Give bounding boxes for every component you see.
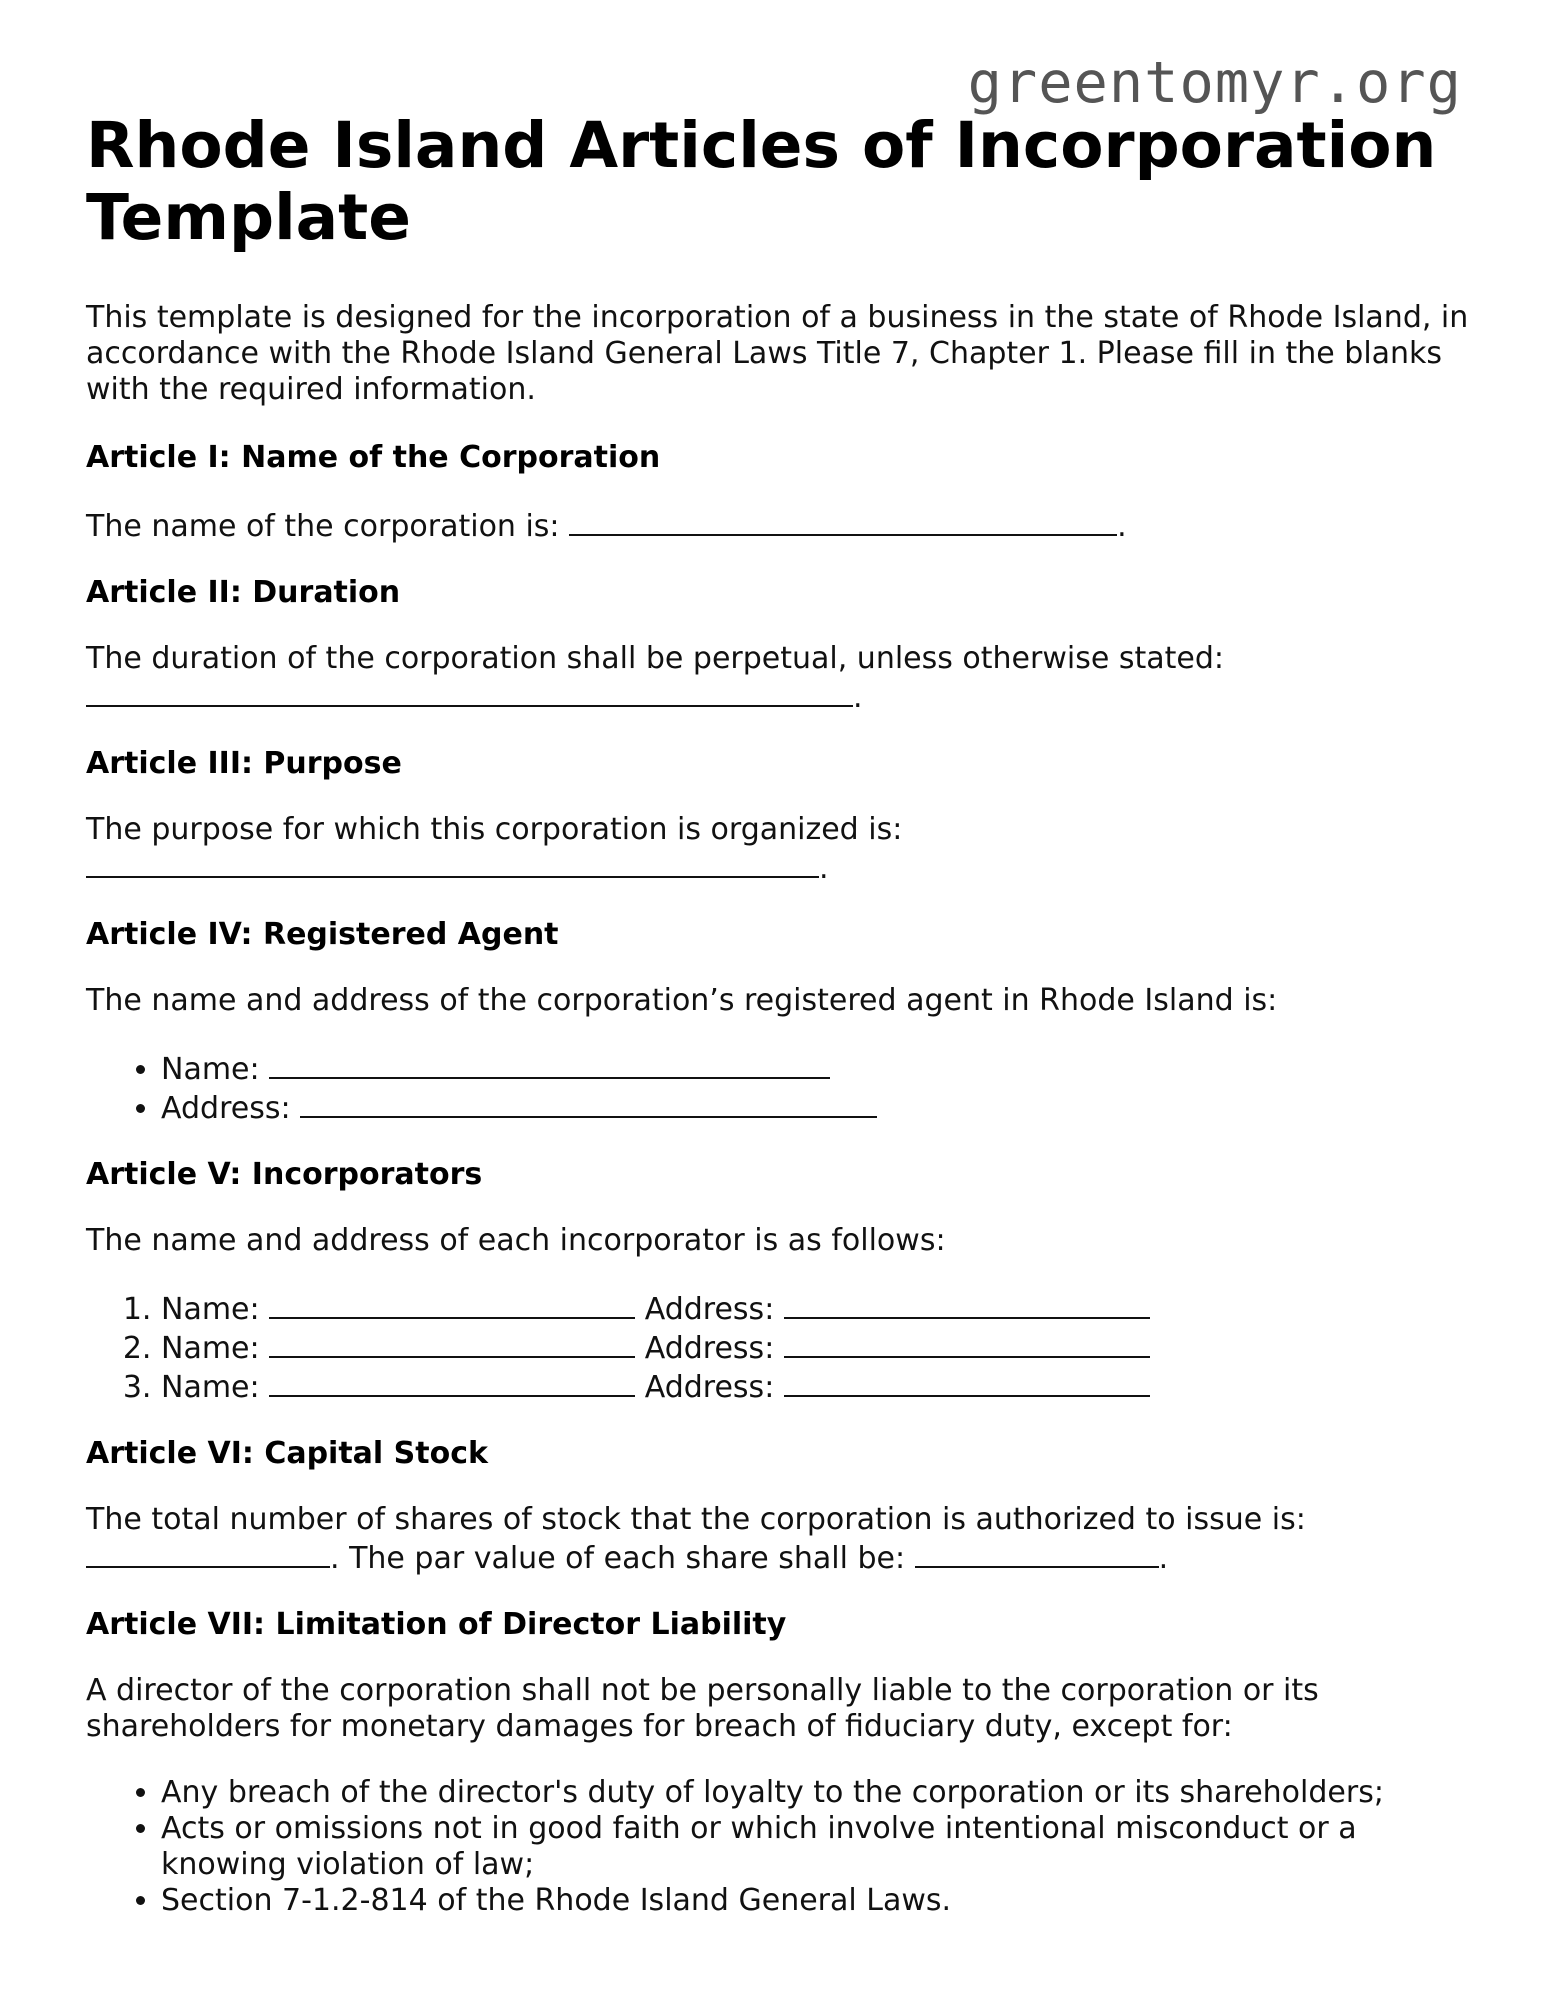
incorporator-2-name-blank[interactable]	[269, 1328, 635, 1358]
article-5-heading: Article V: Incorporators	[86, 1157, 483, 1192]
article-3-label: The purpose for which this corporation is organized is:	[86, 812, 903, 847]
article-1-text	[86, 506, 1486, 545]
incorporator-name-label: Name:	[161, 1331, 260, 1366]
list-item	[161, 1328, 1486, 1367]
incorporator-1-address-blank[interactable]	[784, 1289, 1150, 1319]
agent-address-label: Address:	[161, 1091, 291, 1126]
incorporator-2-address-blank[interactable]	[784, 1328, 1150, 1358]
incorporator-name-label: Name:	[161, 1370, 260, 1405]
agent-address-blank[interactable]	[300, 1088, 877, 1118]
incorporator-3-name-blank[interactable]	[269, 1367, 635, 1397]
article-6-label-shares: The total number of shares of stock that the corporation is authorized to issue is:	[86, 1502, 1306, 1537]
incorporator-1-name-blank[interactable]	[269, 1289, 635, 1319]
article-2-text	[86, 641, 1486, 716]
article-3-text	[86, 812, 1486, 887]
incorporator-address-label: Address:	[644, 1331, 775, 1366]
agent-name-blank[interactable]	[269, 1049, 830, 1079]
incorporators-list	[86, 1289, 1486, 1406]
article-7-heading: Article VII: Limitation of Director Liability	[86, 1607, 787, 1642]
duration-blank[interactable]	[86, 677, 853, 707]
registered-agent-list	[86, 1049, 1486, 1127]
article-4-text: The name and address of the corporation’s registered agent in Rhode Island is:	[86, 983, 1278, 1018]
list-item: • Any breach of the director's duty of loyalty to the corporation or its shareholders;	[161, 1775, 1486, 1811]
period: .	[853, 680, 863, 715]
agent-name-label: Name:	[161, 1052, 260, 1087]
list-item: • Section 7-1.2-814 of the Rhode Island General Laws.	[161, 1883, 1486, 1919]
list-item	[161, 1049, 1486, 1088]
period: .	[1117, 509, 1127, 544]
article-6-label-par: . The par value of each share shall be:	[330, 1541, 906, 1576]
article-6-heading: Article VI: Capital Stock	[86, 1436, 488, 1471]
list-item	[161, 1367, 1486, 1406]
shares-blank[interactable]	[86, 1538, 330, 1568]
intro-paragraph: This template is designed for the incorporation of a business in the state of Rhode Island, in accordance with the Rhode Island General Laws Title 7, Chapter 1. Please fill in the blanks with the required information.	[86, 300, 1469, 407]
page-title: Rhode Island Articles of Incorporation Template	[86, 109, 1437, 254]
incorporator-address-label: Address:	[644, 1292, 775, 1327]
article-2-heading: Article II: Duration	[86, 575, 401, 610]
article-1-label: The name of the corporation is:	[86, 509, 560, 544]
document-body	[86, 110, 1486, 1949]
article-5-text: The name and address of each incorporator is as follows:	[86, 1223, 946, 1258]
corporation-name-blank[interactable]	[569, 506, 1117, 536]
list-item	[161, 1289, 1486, 1328]
incorporator-address-label: Address:	[644, 1370, 775, 1405]
list-item	[161, 1088, 1486, 1127]
watermark: greentomyr.org	[967, 50, 1462, 116]
incorporator-name-label: Name:	[161, 1292, 260, 1327]
article-7-text: A director of the corporation shall not be personally liable to the corporation or its shareholders for monetary damages for breach of fiduciary duty, except for:	[86, 1673, 1319, 1744]
article-4-heading: Article IV: Registered Agent	[86, 917, 559, 952]
liability-exceptions-list	[86, 1775, 1486, 1919]
article-6-text	[86, 1502, 1486, 1577]
incorporator-3-address-blank[interactable]	[784, 1367, 1150, 1397]
article-1-heading: Article I: Name of the Corporation	[86, 440, 661, 475]
par-value-blank[interactable]	[915, 1538, 1159, 1568]
article-3-heading: Article III: Purpose	[86, 746, 402, 781]
list-item: • Acts or omissions not in good faith or which involve intentional misconduct or a knowing violation of law;	[161, 1811, 1486, 1883]
period: .	[819, 851, 829, 886]
period: .	[1158, 1541, 1169, 1576]
purpose-blank[interactable]	[86, 848, 819, 878]
article-2-label: The duration of the corporation shall be perpetual, unless otherwise stated:	[86, 641, 1224, 676]
